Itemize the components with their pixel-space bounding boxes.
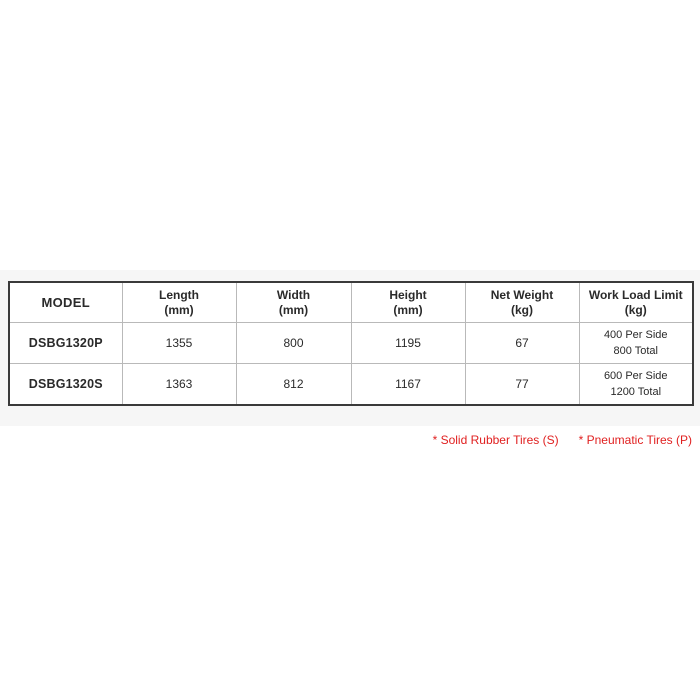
- cell-work-load-limit: [579, 323, 693, 364]
- cell-width: 812: [236, 364, 351, 406]
- header-net-weight: [465, 282, 579, 323]
- table-row: [9, 364, 693, 406]
- note-solid-rubber-tires: * Solid Rubber Tires (S): [432, 433, 559, 447]
- header-work-load-limit-label: Work Load Limit: [588, 287, 683, 302]
- cell-work-load-limit: [579, 364, 693, 406]
- cell-model: DSBG1320S: [9, 364, 122, 406]
- cell-net-weight: 67: [465, 323, 579, 364]
- work-load-total: 1200 Total: [610, 386, 662, 398]
- work-load-total: 800 Total: [613, 345, 658, 357]
- header-net-weight-unit: (kg): [511, 302, 533, 317]
- cell-length: 1355: [122, 323, 236, 364]
- cell-height: 1195: [351, 323, 465, 364]
- note-pneumatic-tires: * Pneumatic Tires (P): [578, 433, 692, 447]
- header-height-label: Height: [389, 287, 427, 302]
- header-net-weight-label: Net Weight: [490, 287, 554, 302]
- table-row: [9, 323, 693, 364]
- work-load-per-side: 400 Per Side: [603, 329, 668, 341]
- header-width-unit: (mm): [278, 302, 309, 317]
- cell-length: 1363: [122, 364, 236, 406]
- spec-table: [8, 281, 694, 406]
- header-height: [351, 282, 465, 323]
- header-model: [9, 282, 122, 323]
- header-length: [122, 282, 236, 323]
- header-work-load-limit: [579, 282, 693, 323]
- header-work-load-limit-unit: (kg): [624, 302, 647, 317]
- table-header-row: [9, 282, 693, 323]
- cell-net-weight: 77: [465, 364, 579, 406]
- tire-notes: [433, 433, 692, 447]
- header-length-label: Length: [159, 287, 199, 302]
- header-height-unit: (mm): [393, 302, 423, 317]
- cell-model: DSBG1320P: [9, 323, 122, 364]
- work-load-per-side: 600 Per Side: [603, 370, 668, 382]
- cell-height: 1167: [351, 364, 465, 406]
- header-width-label: Width: [276, 287, 311, 302]
- header-length-unit: (mm): [164, 302, 194, 317]
- header-width: [236, 282, 351, 323]
- cell-width: 800: [236, 323, 351, 364]
- header-model-label: MODEL: [41, 295, 90, 310]
